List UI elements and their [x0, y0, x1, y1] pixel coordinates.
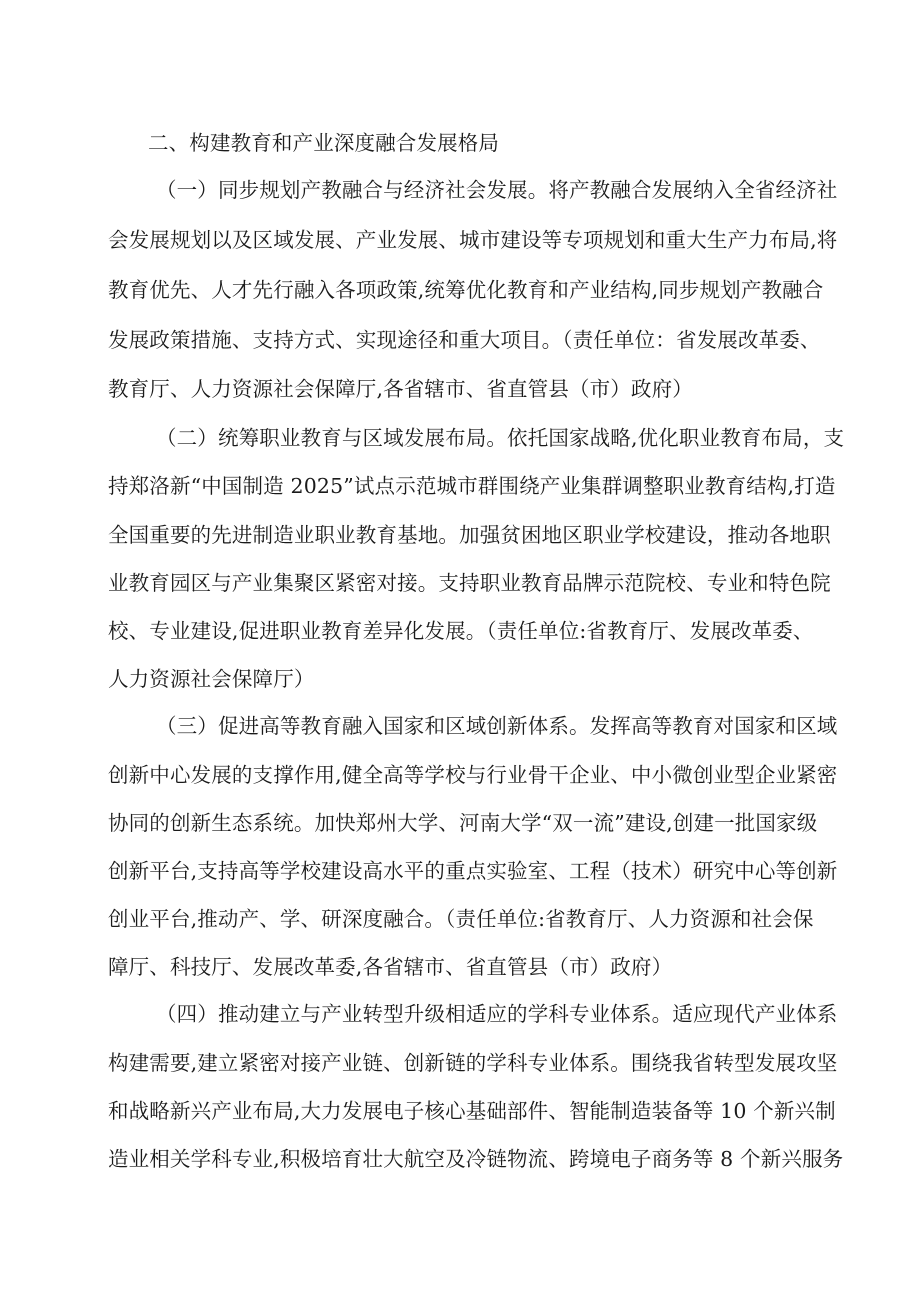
paragraph-line: 创业平台,推动产、学、研深度融合。（责任单位:省教育厅、人力资源和社会保 [108, 907, 814, 931]
paragraph-line: 造业相关学科专业,积极培育壮大航空及冷链物流、跨境电子商务等 8 个新兴服务 [108, 1147, 844, 1171]
paragraph-line: 持郑洛新“中国制造 2025”试点示范城市群围绕产业集群调整职业教育结构,打造 [108, 474, 836, 498]
paragraph-line: 协同的创新生态系统。加快郑州大学、河南大学“双一流”建设,创建一批国家级 [108, 811, 818, 835]
paragraph-line: （一）同步规划产教融合与经济社会发展。将产教融合发展纳入全省经济社 [156, 178, 838, 202]
paragraph-line: 发展政策措施、支持方式、实现途径和重大项目。（责任单位：省发展改革委、 [108, 328, 821, 352]
paragraph-line: 业教育园区与产业集聚区紧密对接。支持职业教育品牌示范院校、专业和特色院 [108, 571, 831, 595]
paragraph-line: （四）推动建立与产业转型升级相适应的学科专业体系。适应现代产业体系 [156, 1002, 838, 1026]
paragraph-line: 障厅、科技厅、发展改革委,各省辖市、省直管县（市）政府） [108, 955, 673, 979]
paragraph-line: 会发展规划以及区域发展、产业发展、城市建设等专项规划和重大生产力布局,将 [108, 228, 838, 252]
paragraph-line: 和战略新兴产业布局,大力发展电子核心基础部件、智能制造装备等 10 个新兴制 [108, 1099, 836, 1123]
paragraph-line: 创新中心发展的支撑作用,健全高等学校与行业骨干企业、中小微创业型企业紧密 [108, 763, 838, 787]
paragraph-line: 创新平台,支持高等学校建设高水平的重点实验室、工程（技术）研究中心等创新 [108, 859, 838, 883]
paragraph-line: 人力资源社会保障厅） [108, 667, 315, 691]
paragraph-line: 全国重要的先进制造业职业教育基地。加强贫困地区职业学校建设，推动各地职 [108, 523, 831, 547]
paragraph-line: （二）统筹职业教育与区域发展布局。依托国家战略,优化职业教育布局，支 [156, 426, 845, 450]
paragraph-line: 教育优先、人才先行融入各项政策,统筹优化教育和产业结构,同步规划产教融合 [108, 278, 824, 302]
section-heading: 二、构建教育和产业深度融合发展格局 [148, 131, 500, 155]
paragraph-line: 构建需要,建立紧密对接产业链、创新链的学科专业体系。围绕我省转型发展攻坚 [108, 1051, 838, 1075]
paragraph-line: （三）促进高等教育融入国家和区域创新体系。发挥高等教育对国家和区域 [156, 714, 838, 738]
paragraph-line: 教育厅、人力资源社会保障厅,各省辖市、省直管县（市）政府） [108, 377, 693, 401]
paragraph-line: 校、专业建设,促进职业教育差异化发展。（责任单位:省教育厅、发展改革委、 [108, 619, 814, 643]
